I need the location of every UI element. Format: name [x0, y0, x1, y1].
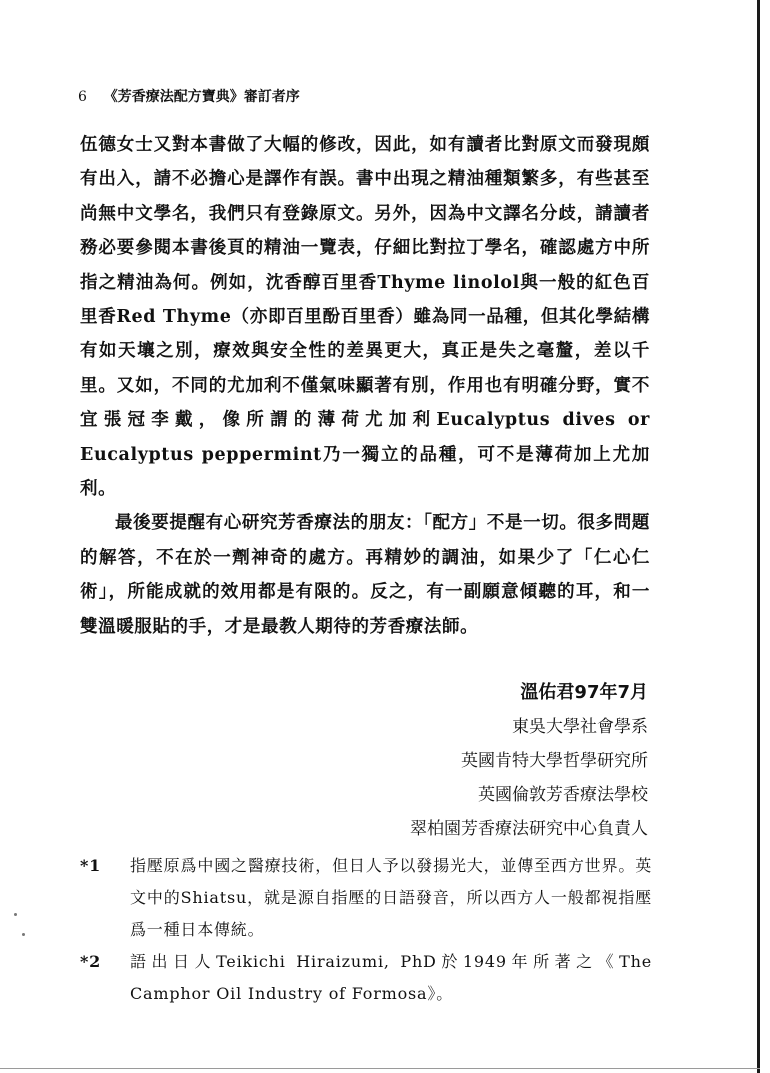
- credential-line: 東吳大學社會學系: [512, 717, 648, 737]
- credential-line: 英國肯特大學哲學研究所: [461, 751, 648, 771]
- page-number: 6: [78, 89, 87, 105]
- signature-block: [410, 676, 648, 846]
- scan-speck: [14, 913, 17, 916]
- paragraph: 最後要提醒有心研究芳香療法的朋友：「配方」不是一切。很多問題的解答，不在於一劑神奇的處方。再精妙的調油，如果少了「仁心仁術」，所能成就的效用都是有限的。反之，有一副願意傾聽的耳，和一雙溫暖服貼的手，才是最教人期待的芳香療法師。: [80, 513, 650, 637]
- footnote-mark: *1: [80, 856, 102, 875]
- footnote: [80, 946, 652, 1010]
- signature-name-date: 溫佑君97年7月: [520, 682, 648, 703]
- footnote-text: 語出日人Teikichi Hiraizumi, PhD於1949年所著之《The Camphor Oil Industry of Formosa》。: [130, 952, 652, 1003]
- credential-line: 英國倫敦芳香療法學校: [478, 785, 648, 805]
- footnote-text: 指壓原爲中國之醫療技術，但日人予以發揚光大，並傳至西方世界。英文中的Shiatsu，就是源自指壓的日語發音，所以西方人一般都視指壓爲一種日本傳統。: [130, 856, 652, 939]
- footnote-mark: *2: [80, 952, 102, 971]
- credential-line: 翠柏園芳香療法研究中心負責人: [410, 819, 648, 839]
- running-head-title: 《芳香療法配方寶典》審訂者序: [103, 89, 300, 105]
- page-bottom-edge: [0, 1068, 760, 1069]
- page-right-edge: [757, 0, 760, 1073]
- scan-speck: [22, 933, 25, 936]
- footnote: [80, 850, 652, 946]
- paragraph: 伍德女士又對本書做了大幅的修改，因此，如有讀者比對原文而發現頗有出入，請不必擔心是譯作有誤。書中出現之精油種類繁多，有些甚至尚無中文學名，我們只有登錄原文。另外，因為中文譯名分歧，請讀者務必要參閱本書後頁的精油一覽表，仔細比對拉丁學名，確認處方中所指之精油為何。例如，沈香醇百里香Thyme linolol與一般的紅色百里香Red Thyme（亦即百里酚百里香）雖為同一品種，但其化學結構有如天壤之別，療效與安全性的差異更大，真正是失之毫釐，差以千里。又如，不同的尤加利不僅氣味顯著有別，作用也有明確分野，實不宜張冠李戴，像所謂的薄荷尤加利Eucalyptus dives or Eucalyptus peppermint乃一獨立的品種，可不是薄荷加上尤加利。: [80, 135, 650, 500]
- running-head: [78, 86, 300, 106]
- footnotes: [80, 850, 652, 1010]
- body-text: [80, 128, 650, 644]
